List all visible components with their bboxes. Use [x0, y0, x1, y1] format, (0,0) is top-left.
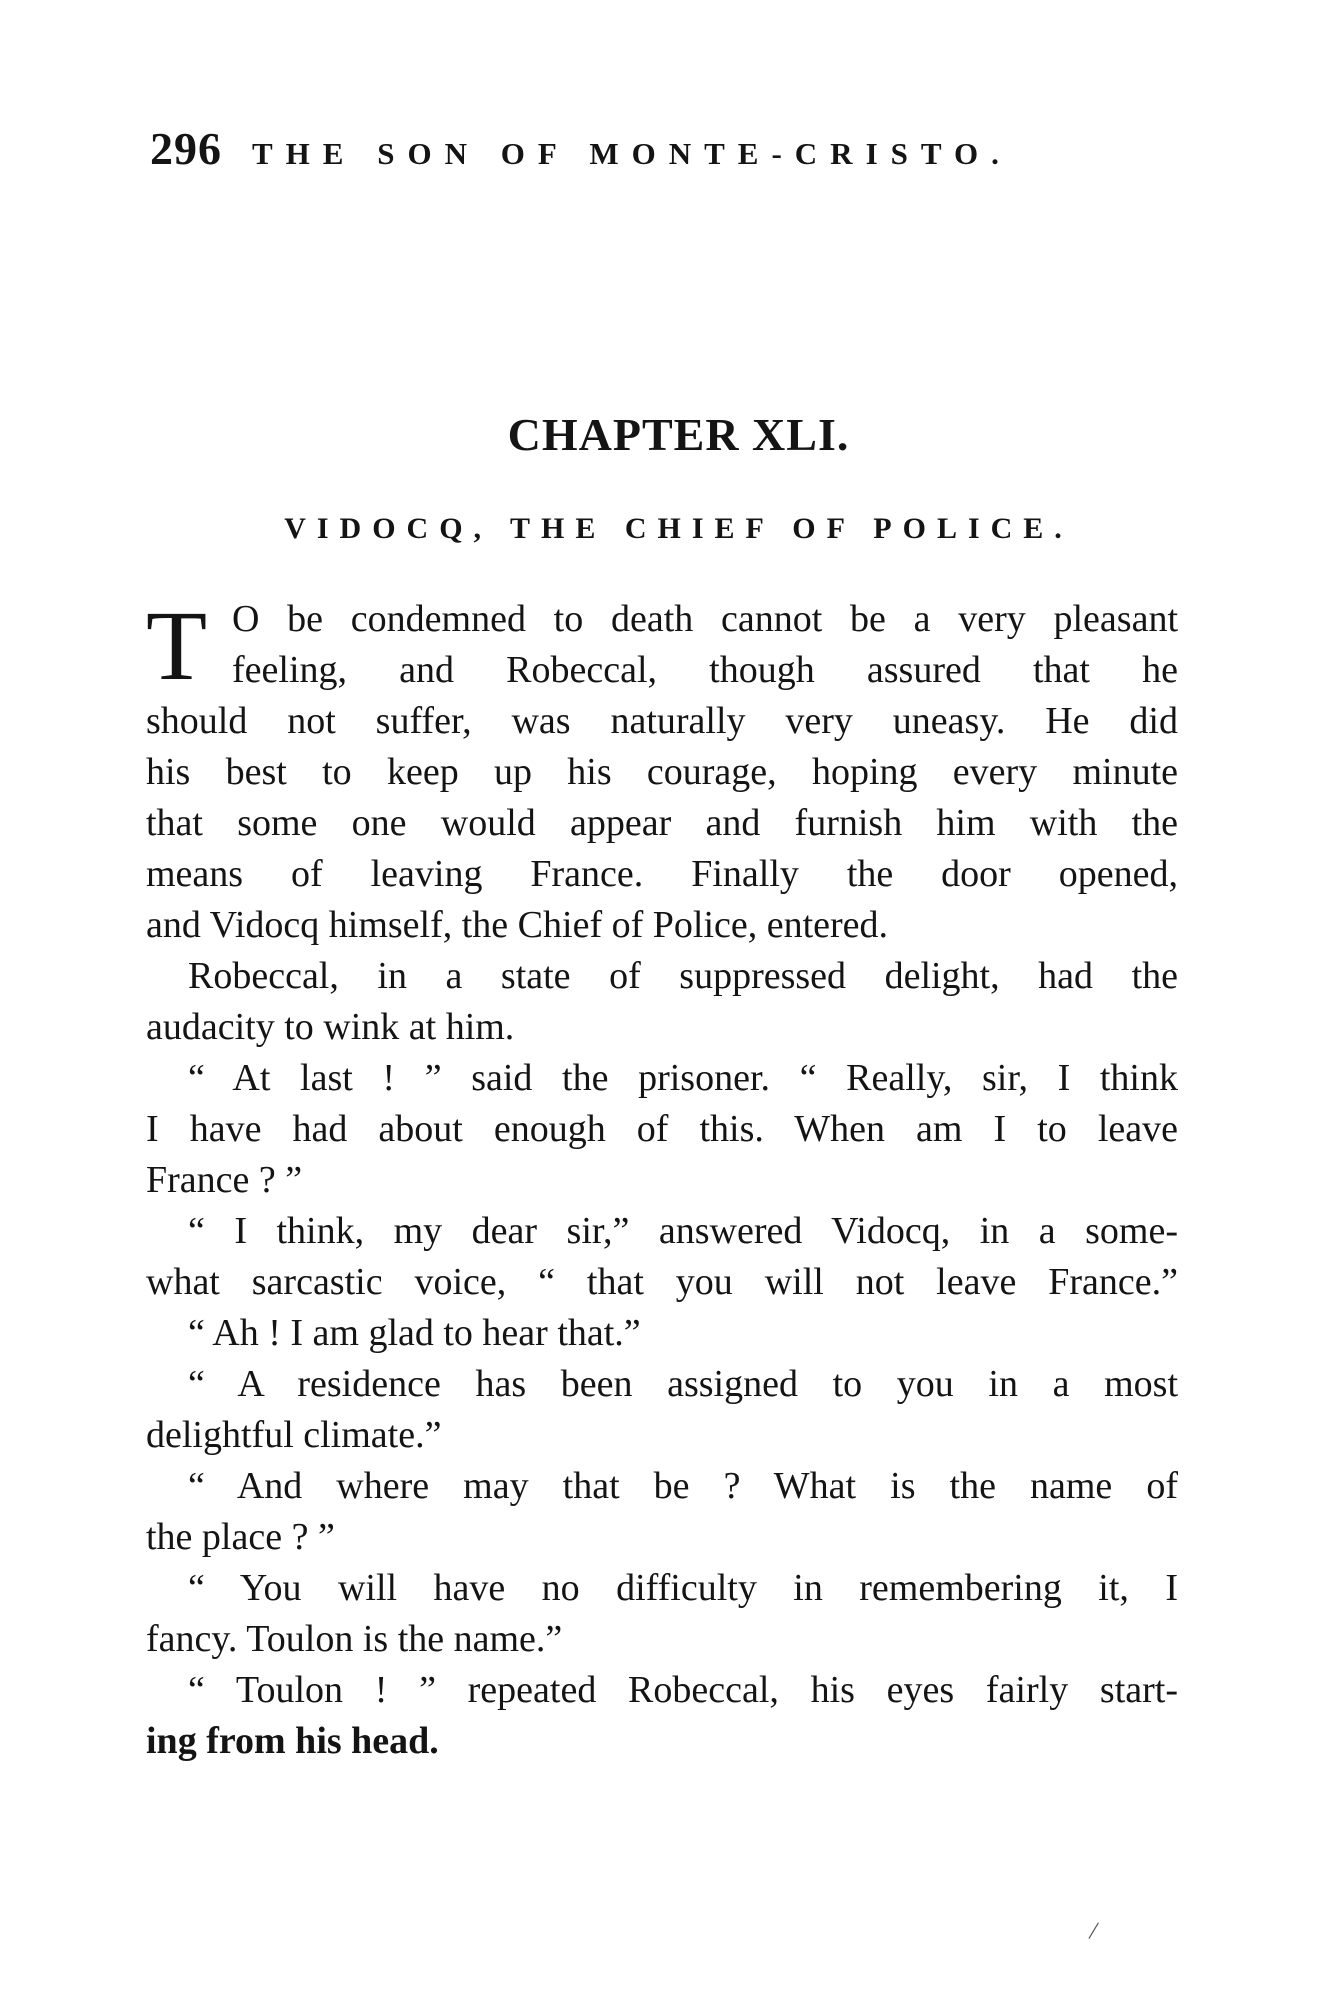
- text-line: what sarcastic voice, “ that you will not leave France.”: [146, 1261, 1178, 1303]
- text-line: France ? ”: [146, 1159, 303, 1201]
- text-line: “ A residence has been assigned to you in a most: [188, 1363, 1178, 1405]
- chapter-body: [146, 590, 1178, 1767]
- text-line: “ Ah ! I am glad to hear that.”: [188, 1312, 641, 1354]
- text-line: “ And where may that be ? What is the name of: [188, 1465, 1178, 1507]
- text-line: audacity to wink at him.: [146, 1006, 515, 1048]
- text-line: “ Toulon ! ” repeated Robeccal, his eyes fairly start-: [188, 1669, 1178, 1711]
- text-line: should not suffer, was naturally very uneasy. He did: [146, 700, 1178, 742]
- text-line: means of leaving France. Finally the door opened,: [146, 853, 1178, 895]
- chapter-number: CHAPTER XLI.: [507, 409, 850, 460]
- drop-cap: T: [146, 590, 208, 701]
- text-line: the place ? ”: [146, 1516, 335, 1558]
- text-line: and Vidocq himself, the Chief of Police, entered.: [146, 904, 889, 946]
- text-line: I have had about enough of this. When am I to leave: [146, 1108, 1178, 1150]
- text-line: feeling, and Robeccal, though assured that he: [232, 649, 1178, 691]
- running-head: [150, 122, 1180, 182]
- text-line: his best to keep up his courage, hoping every minute: [146, 751, 1178, 793]
- chapter-title: VIDOCQ, THE CHIEF OF POLICE.: [284, 512, 1073, 545]
- page-number: 296: [150, 123, 222, 174]
- running-title: THE SON OF MONTE-CRISTO.: [252, 136, 1012, 171]
- text-line: delightful climate.”: [146, 1414, 442, 1456]
- text-line: Robeccal, in a state of suppressed delight, had the: [188, 955, 1178, 997]
- text-line: fancy. Toulon is the name.”: [146, 1618, 563, 1660]
- text-line: “ At last ! ” said the prisoner. “ Really, sir, I think: [188, 1057, 1178, 1099]
- text-line: ing from his head.: [146, 1720, 439, 1762]
- text-line: that some one would appear and furnish him with the: [146, 802, 1178, 844]
- text-line: “ You will have no difficulty in remembering it, I: [188, 1567, 1178, 1609]
- stray-mark: /: [1087, 1915, 1101, 1946]
- text-line: O be condemned to death cannot be a very pleasant: [232, 598, 1178, 640]
- text-line: “ I think, my dear sir,” answered Vidocq, in a some-: [188, 1210, 1178, 1252]
